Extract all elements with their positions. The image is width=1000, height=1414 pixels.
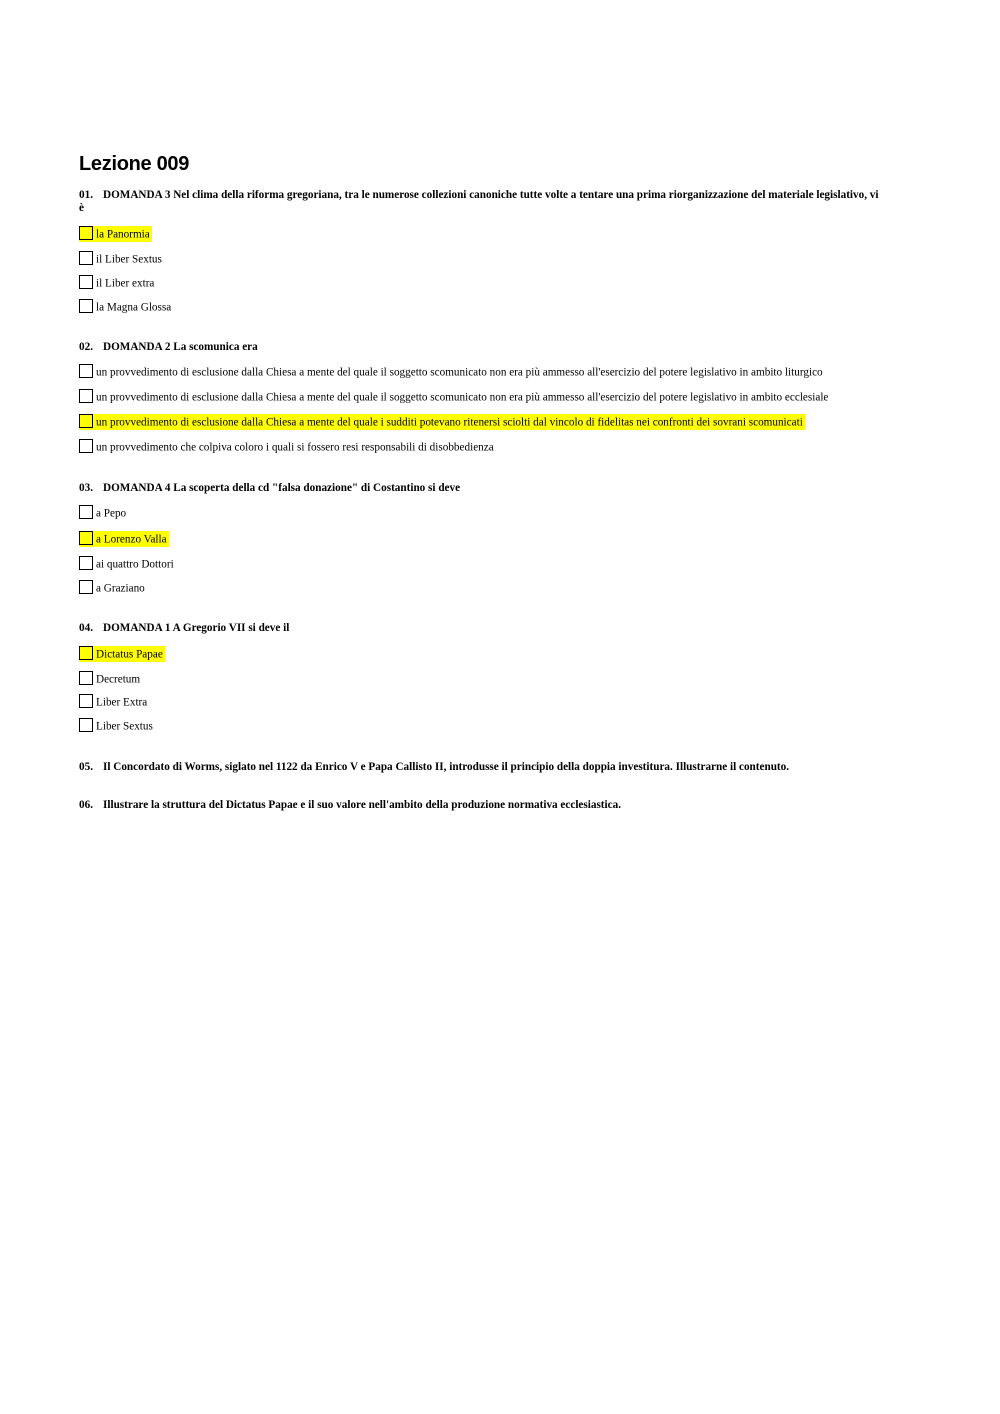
option-label: la Magna Glossa [96, 301, 172, 314]
question-number: 04. [79, 622, 93, 634]
checkbox[interactable] [79, 275, 93, 289]
option-02-b[interactable] [79, 389, 828, 405]
option-label: Decretum [96, 673, 141, 686]
option-03-c[interactable] [79, 556, 174, 572]
option-label: ai quattro Dottori [96, 558, 174, 571]
checkbox[interactable] [79, 364, 93, 378]
option-03-a[interactable] [79, 505, 126, 521]
checkbox[interactable] [79, 226, 93, 240]
question-text: DOMANDA 4 La scoperta della cd "falsa donazione" di Costantino si deve [103, 482, 461, 494]
checkbox[interactable] [79, 389, 93, 403]
checkbox[interactable] [79, 718, 93, 732]
question-01 [79, 189, 879, 215]
option-label: il Liber extra [96, 277, 155, 290]
option-label: Dictatus Papae [96, 648, 163, 661]
checkbox[interactable] [79, 251, 93, 265]
option-label: un provvedimento di esclusione dalla Chiesa a mente del quale il soggetto scomunicato non era più ammesso all'esercizio del potere legislativo in ambito ecclesiale [96, 391, 829, 404]
option-04-c[interactable] [79, 694, 147, 710]
question-text: Il Concordato di Worms, siglato nel 1122 da Enrico V e Papa Callisto II, introdusse il principio della doppia investitura. Illustrarne il contenuto. [103, 761, 790, 773]
lesson-title: Lezione 009 [79, 153, 190, 175]
option-label: Liber Sextus [96, 720, 153, 733]
option-01-a[interactable] [79, 226, 152, 242]
checkbox[interactable] [79, 299, 93, 313]
option-01-b[interactable] [79, 251, 162, 267]
option-02-d[interactable] [79, 439, 494, 455]
option-label: il Liber Sextus [96, 253, 162, 266]
checkbox[interactable] [79, 439, 93, 453]
checkbox[interactable] [79, 414, 93, 428]
checkbox[interactable] [79, 505, 93, 519]
option-04-d[interactable] [79, 718, 153, 734]
option-label: un provvedimento di esclusione dalla Chiesa a mente del quale i sudditi potevano ritenersi sciolti dal vincolo di fidelitas nei confronti dei sovrani scomunicati [96, 416, 803, 429]
option-label: la Panormia [96, 228, 150, 241]
question-06 [79, 799, 879, 812]
option-label: a Pepo [96, 507, 127, 520]
question-number: 02. [79, 341, 93, 353]
question-04 [79, 622, 879, 635]
checkbox[interactable] [79, 531, 93, 545]
question-number: 03. [79, 482, 93, 494]
question-text: DOMANDA 2 La scomunica era [103, 341, 258, 353]
option-label: un provvedimento di esclusione dalla Chiesa a mente del quale il soggetto scomunicato non era più ammesso all'esercizio del potere legislativo in ambito liturgico [96, 366, 823, 379]
question-text: DOMANDA 3 Nel clima della riforma gregoriana, tra le numerose collezioni canoniche tutte volte a tentare una prima riorganizzazione del materiale legislativo, vi è [79, 189, 879, 214]
option-03-b[interactable] [79, 531, 169, 547]
checkbox[interactable] [79, 694, 93, 708]
question-text: DOMANDA 1 A Gregorio VII si deve il [103, 622, 290, 634]
question-02 [79, 341, 879, 354]
question-05 [79, 761, 879, 774]
option-04-a[interactable] [79, 646, 165, 662]
question-number: 05. [79, 761, 93, 773]
question-number: 01. [79, 189, 93, 201]
option-label: a Lorenzo Valla [96, 533, 167, 546]
option-04-b[interactable] [79, 671, 140, 687]
option-01-d[interactable] [79, 299, 171, 315]
checkbox[interactable] [79, 556, 93, 570]
option-01-c[interactable] [79, 275, 154, 291]
question-number: 06. [79, 799, 93, 811]
option-label: Liber Extra [96, 696, 148, 709]
checkbox[interactable] [79, 646, 93, 660]
option-02-a[interactable] [79, 364, 823, 380]
question-03 [79, 482, 879, 495]
option-label: un provvedimento che colpiva coloro i quali si fossero resi responsabili di disobbedienza [96, 441, 494, 454]
checkbox[interactable] [79, 671, 93, 685]
checkbox[interactable] [79, 580, 93, 594]
question-text: Illustrare la struttura del Dictatus Papae e il suo valore nell'ambito della produzione normativa ecclesiastica. [103, 799, 622, 811]
option-label: a Graziano [96, 582, 145, 595]
option-03-d[interactable] [79, 580, 145, 596]
option-02-c[interactable] [79, 414, 805, 430]
